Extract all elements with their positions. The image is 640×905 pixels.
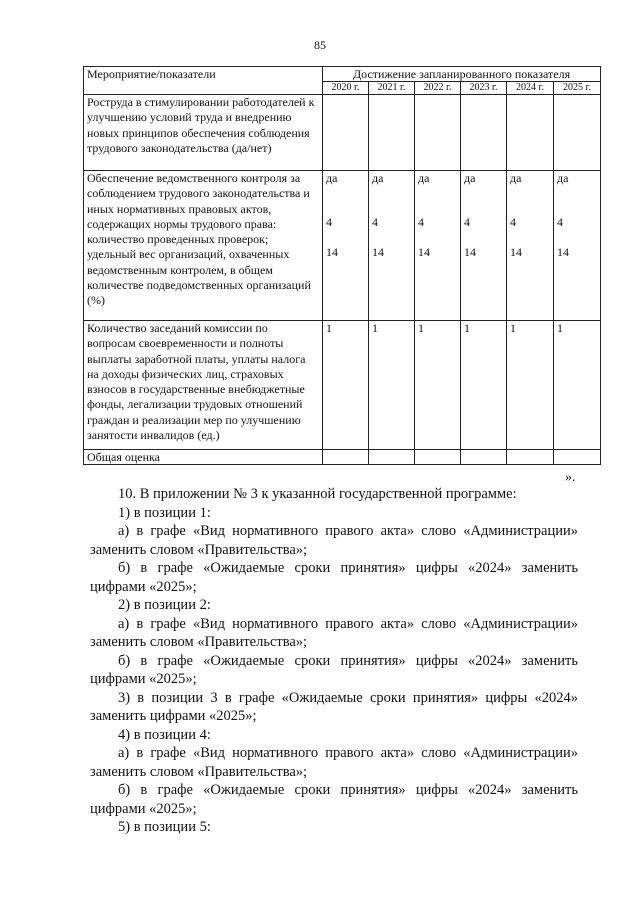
value-yes: да [557, 171, 569, 185]
value-yes: да [464, 171, 476, 185]
header-year: 2025 г. [554, 82, 601, 95]
closing-quote: ». [565, 470, 576, 485]
row-label: Обеспечение ведомственного контроля за соблюдением трудового законодательства и иных нормативных правовых актов, содержащих нормы трудового права: количество проведенных проверок; удельный вес организаций, охваченных ведомственным контролем, в общем количестве подведомственных организаций (%) [84, 171, 323, 321]
header-year: 2022 г. [415, 82, 461, 95]
row-value [323, 450, 369, 465]
value-share: 14 [418, 244, 430, 259]
paragraph: а) в графе «Вид нормативного правого акта» слово «Администрации» заменить словом «Правительства»; [90, 615, 578, 650]
value-count: 4 [372, 215, 378, 230]
paragraph: 3) в позиции 3 в графе «Ожидаемые сроки принятия» цифры «2024» заменить цифрами «2025»; [90, 689, 578, 724]
paragraph: 2) в позиции 2: [118, 597, 211, 613]
row-value [323, 95, 369, 171]
table-row [84, 450, 601, 465]
row-value [415, 95, 461, 171]
row-value [554, 171, 601, 321]
table-row [84, 171, 601, 321]
row-value [461, 171, 507, 321]
row-value [507, 450, 554, 465]
row-value: 1 [369, 321, 415, 450]
row-value: 1 [554, 321, 601, 450]
row-label: Роструда в стимулировании работодателей к улучшению условий труда и внедрению новых принципов обеспечения соблюдения трудового законодательства (да/нет) [84, 95, 323, 171]
value-yes: да [510, 171, 522, 185]
paragraph: 1) в позиции 1: [118, 504, 211, 521]
row-value: 1 [415, 321, 461, 450]
indicator-table [83, 66, 601, 465]
header-measures: Мероприятие/показатели [84, 67, 323, 95]
row-value [507, 95, 554, 171]
value-yes: да [418, 171, 430, 185]
header-year: 2021 г. [369, 82, 415, 95]
value-yes: да [326, 171, 338, 185]
row-value [369, 95, 415, 171]
row-label: Количество заседаний комиссии по вопросам своевременности и полноты выплаты заработной платы, уплаты налога на доходы физических лиц, страховых взносов в государственные внебюджетные фонды, легализации трудовых отношений граждан и реализации мер по улучшению занятости инвалидов (ед.) [84, 321, 323, 450]
value-count: 4 [464, 215, 470, 230]
row-value [461, 95, 507, 171]
value-count: 4 [510, 215, 516, 230]
paragraph: б) в графе «Ожидаемые сроки принятия» цифры «2024» заменить цифрами «2025»; [90, 782, 578, 817]
value-count: 4 [326, 215, 332, 230]
header-achievement: Достижение запланированного показателя [323, 67, 601, 82]
table-row [84, 321, 601, 450]
row-value [323, 171, 369, 321]
header-year: 2023 г. [461, 82, 507, 95]
row-value [554, 95, 601, 171]
value-count: 4 [557, 215, 563, 230]
row-value: 1 [323, 321, 369, 450]
amendment-text [90, 485, 578, 837]
row-value: 1 [507, 321, 554, 450]
row-value [554, 450, 601, 465]
row-value [507, 171, 554, 321]
paragraph: 4) в позиции 4: [118, 726, 211, 743]
value-yes: да [372, 171, 384, 185]
page-number: 85 [314, 38, 326, 52]
paragraph: б) в графе «Ожидаемые сроки принятия» цифры «2024» заменить цифрами «2025»; [90, 560, 578, 595]
row-value [369, 450, 415, 465]
value-count: 4 [418, 215, 424, 230]
paragraph: 10. В приложении № 3 к указанной государственной программе: [118, 486, 517, 502]
row-value: 1 [461, 321, 507, 450]
row-label: Общая оценка [84, 450, 323, 465]
value-share: 14 [372, 244, 384, 259]
row-value [415, 171, 461, 321]
paragraph: 5) в позиции 5: [118, 819, 211, 835]
header-year: 2024 г. [507, 82, 554, 95]
value-share: 14 [464, 244, 476, 259]
value-share: 14 [510, 244, 522, 259]
table-row [84, 95, 601, 171]
row-value [369, 171, 415, 321]
paragraph: б) в графе «Ожидаемые сроки принятия» цифры «2024» заменить цифрами «2025»; [90, 652, 578, 687]
value-share: 14 [557, 244, 569, 259]
paragraph: а) в графе «Вид нормативного правого акта» слово «Администрации» заменить словом «Правительства»; [90, 745, 578, 780]
row-value [415, 450, 461, 465]
row-value [461, 450, 507, 465]
header-year: 2020 г. [323, 82, 369, 95]
paragraph: а) в графе «Вид нормативного правого акта» слово «Администрации» заменить словом «Правительства»; [90, 523, 578, 558]
value-share: 14 [326, 244, 338, 259]
